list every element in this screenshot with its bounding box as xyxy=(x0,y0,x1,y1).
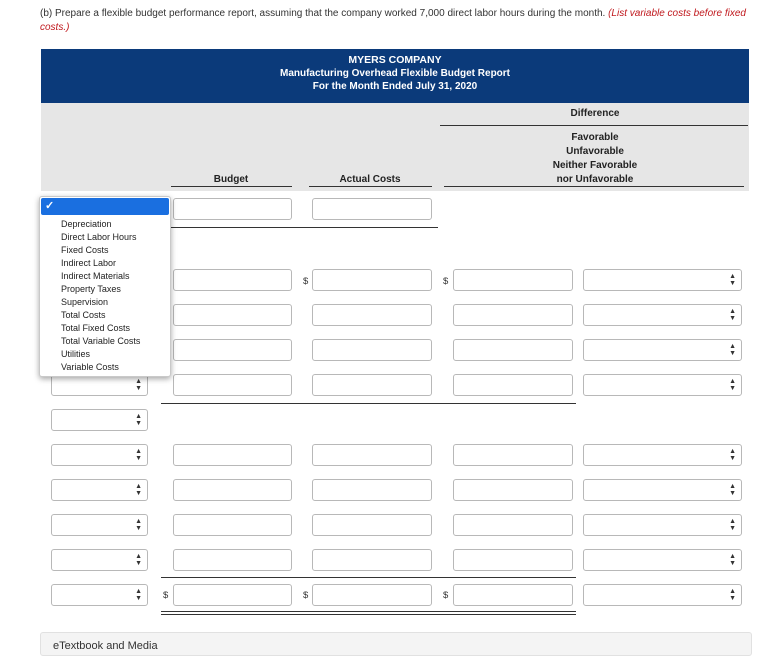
label-select-row7[interactable] xyxy=(51,444,148,466)
actual-input-row9[interactable] xyxy=(312,514,432,536)
budget-input-row8[interactable] xyxy=(173,479,292,501)
neither-label-line1: Neither Favorable xyxy=(552,160,638,171)
label-select-row8[interactable] xyxy=(51,479,148,501)
budget-input-row3[interactable] xyxy=(173,304,292,326)
instructions xyxy=(40,7,758,35)
dropdown-option[interactable]: Supervision xyxy=(61,297,109,307)
actual-input-row8[interactable] xyxy=(312,479,432,501)
budget-input-row9[interactable] xyxy=(173,514,292,536)
dropdown-selected-blank-option[interactable] xyxy=(41,198,169,215)
budget-underline xyxy=(171,186,292,187)
difference-input-row10[interactable] xyxy=(453,549,573,571)
updown-arrow-icon: ▲ ▼ xyxy=(729,343,736,357)
label-select-row10[interactable] xyxy=(51,549,148,571)
favorable-select-row4[interactable] xyxy=(583,339,742,361)
etextbook-media-label: eTextbook and Media xyxy=(53,640,158,652)
actual-input-row11[interactable] xyxy=(312,584,432,606)
unfavorable-label: Unfavorable xyxy=(566,146,624,157)
budget-input-row5[interactable] xyxy=(173,374,292,396)
difference-col-underline xyxy=(444,186,744,187)
favorable-select-row8[interactable] xyxy=(583,479,742,501)
favorable-select-row5[interactable] xyxy=(583,374,742,396)
favorable-select-row10[interactable] xyxy=(583,549,742,571)
dropdown-option[interactable]: Indirect Labor xyxy=(61,258,117,268)
dropdown-option[interactable]: Indirect Materials xyxy=(61,271,130,281)
actual-input-row2[interactable] xyxy=(312,269,432,291)
budget-input-row2[interactable] xyxy=(173,269,292,291)
dropdown-option[interactable]: Total Variable Costs xyxy=(61,336,141,346)
label-select-row6[interactable] xyxy=(51,409,148,431)
dollar-sign: $ xyxy=(443,590,449,601)
difference-input-row2[interactable] xyxy=(453,269,573,291)
dropdown-option[interactable]: Fixed Costs xyxy=(61,245,109,255)
favorable-select-row3[interactable] xyxy=(583,304,742,326)
instructions-text: (b) Prepare a flexible budget performance report, assuming that the company worked 7,000 direct labor hours during the month. xyxy=(40,8,606,19)
difference-heading: Difference xyxy=(570,108,620,119)
budget-input-row7[interactable] xyxy=(173,444,292,466)
budget-heading: Budget xyxy=(213,174,249,185)
updown-arrow-icon: ▲ ▼ xyxy=(135,378,142,392)
updown-arrow-icon: ▲ ▼ xyxy=(729,588,736,602)
updown-arrow-icon: ▲ ▼ xyxy=(729,308,736,322)
neither-label-line2: nor Unfavorable xyxy=(556,174,634,185)
updown-arrow-icon: ▲ ▼ xyxy=(729,448,736,462)
dropdown-option[interactable]: Depreciation xyxy=(61,219,112,229)
total-rule-1 xyxy=(161,611,576,612)
checkmark-icon: ✓ xyxy=(45,200,55,212)
actual-input-row4[interactable] xyxy=(312,339,432,361)
budget-input-row10[interactable] xyxy=(173,549,292,571)
difference-input-row3[interactable] xyxy=(453,304,573,326)
row1-rule xyxy=(161,227,438,228)
company-name: MYERS COMPANY xyxy=(348,54,442,66)
label-select-row11[interactable] xyxy=(51,584,148,606)
favorable-select-row9[interactable] xyxy=(583,514,742,536)
etextbook-media-panel[interactable] xyxy=(40,632,752,656)
dollar-sign: $ xyxy=(303,590,309,601)
report-period: For the Month Ended July 31, 2020 xyxy=(312,81,478,92)
account-dropdown-menu[interactable] xyxy=(39,196,171,377)
difference-input-row7[interactable] xyxy=(453,444,573,466)
budget-input-row4[interactable] xyxy=(173,339,292,361)
dropdown-option[interactable]: Direct Labor Hours xyxy=(61,232,137,242)
difference-underline xyxy=(440,125,748,126)
dollar-sign: $ xyxy=(163,590,169,601)
updown-arrow-icon: ▲ ▼ xyxy=(729,378,736,392)
difference-input-row9[interactable] xyxy=(453,514,573,536)
dollar-sign: $ xyxy=(443,276,449,287)
total-rule-2 xyxy=(161,614,576,615)
updown-arrow-icon: ▲ ▼ xyxy=(729,273,736,287)
report-header xyxy=(41,49,749,103)
actual-input-row1[interactable] xyxy=(312,198,432,220)
favorable-select-row7[interactable] xyxy=(583,444,742,466)
updown-arrow-icon: ▲ ▼ xyxy=(729,483,736,497)
actual-input-row5[interactable] xyxy=(312,374,432,396)
dropdown-option[interactable]: Variable Costs xyxy=(61,362,119,372)
favorable-select-row2[interactable] xyxy=(583,269,742,291)
updown-arrow-icon: ▲ ▼ xyxy=(135,588,142,602)
difference-input-row4[interactable] xyxy=(453,339,573,361)
report-title: Manufacturing Overhead Flexible Budget Report xyxy=(279,68,511,79)
actual-costs-heading: Actual Costs xyxy=(339,174,401,185)
dropdown-option[interactable]: Utilities xyxy=(61,349,91,359)
updown-arrow-icon: ▲ ▼ xyxy=(135,483,142,497)
actual-input-row7[interactable] xyxy=(312,444,432,466)
label-select-row9[interactable] xyxy=(51,514,148,536)
actual-input-row3[interactable] xyxy=(312,304,432,326)
difference-input-row5[interactable] xyxy=(453,374,573,396)
budget-input-row1[interactable] xyxy=(173,198,292,220)
updown-arrow-icon: ▲ ▼ xyxy=(729,518,736,532)
updown-arrow-icon: ▲ ▼ xyxy=(135,448,142,462)
dollar-sign: $ xyxy=(303,276,309,287)
favorable-select-row11[interactable] xyxy=(583,584,742,606)
subtotal-rule xyxy=(161,577,576,578)
difference-input-row11[interactable] xyxy=(453,584,573,606)
updown-arrow-icon: ▲ ▼ xyxy=(135,518,142,532)
difference-input-row8[interactable] xyxy=(453,479,573,501)
dropdown-option[interactable]: Total Costs xyxy=(61,310,106,320)
subtotal-rule xyxy=(161,403,576,404)
budget-input-row11[interactable] xyxy=(173,584,292,606)
favorable-label: Favorable xyxy=(571,132,619,143)
updown-arrow-icon: ▲ ▼ xyxy=(135,413,142,427)
dropdown-option[interactable]: Total Fixed Costs xyxy=(61,323,131,333)
instructions-note: (List variable costs before fixed costs.) xyxy=(40,8,746,33)
actual-underline xyxy=(309,186,432,187)
updown-arrow-icon: ▲ ▼ xyxy=(135,553,142,567)
updown-arrow-icon: ▲ ▼ xyxy=(729,553,736,567)
dropdown-option[interactable]: Property Taxes xyxy=(61,284,121,294)
label-select-row5[interactable] xyxy=(51,374,148,396)
actual-input-row10[interactable] xyxy=(312,549,432,571)
